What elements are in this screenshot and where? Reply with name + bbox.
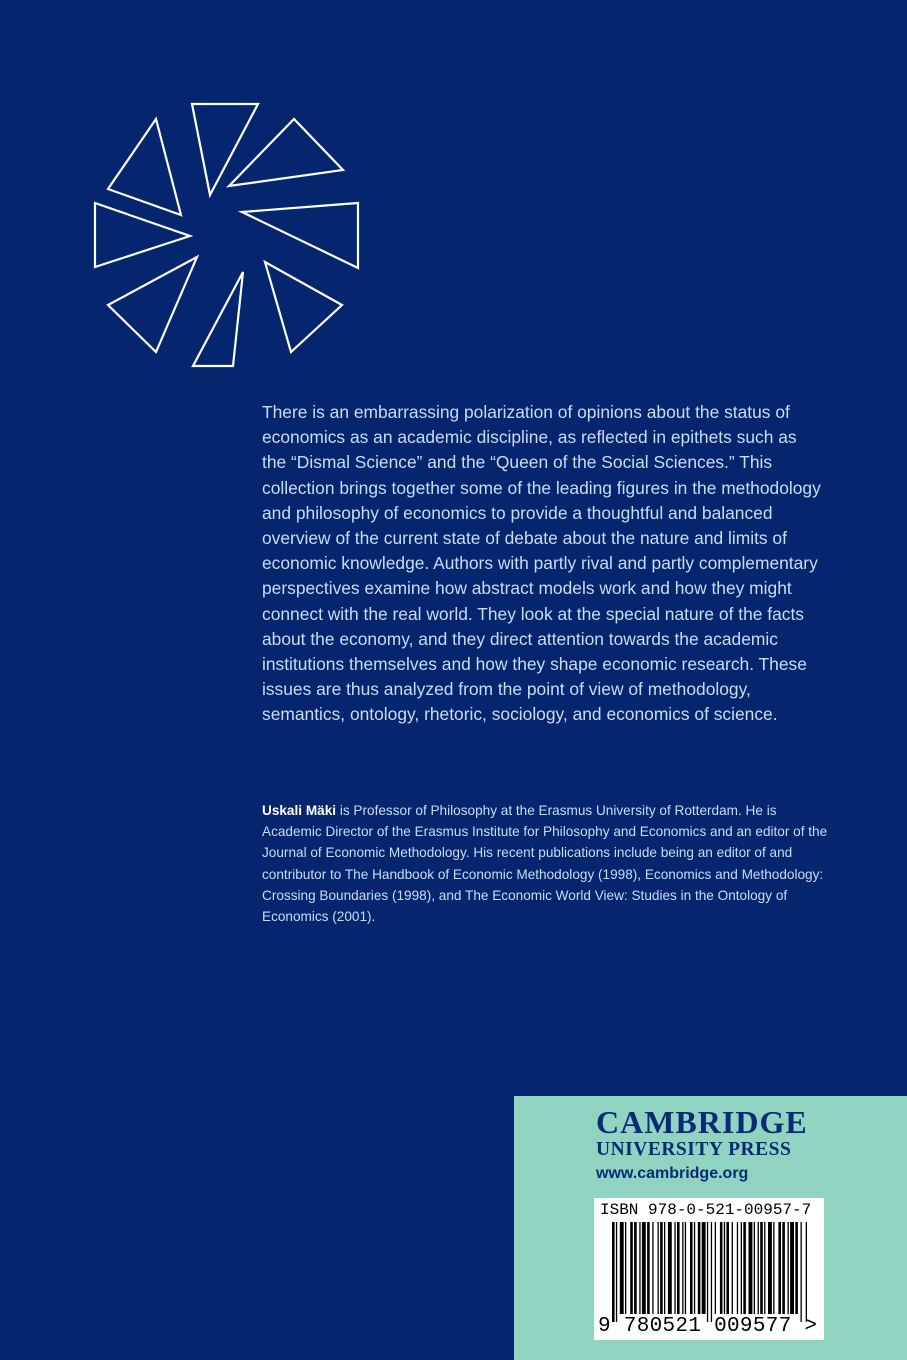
publisher-url: www.cambridge.org — [596, 1165, 749, 1182]
publisher-subname: UNIVERSITY PRESS — [596, 1139, 792, 1160]
book-description: There is an embarrassing polarization of opinions about the status of economics as an academic discipline, as reflected in epithets such as the “Dismal Science” and the “Queen of the Social Sciences.” This collection brings together some of the leading figures in the methodology and philosophy of economics to provide a thoughtful and balanced overview of the current state of debate about the nature and limits of economic knowledge. Authors with partly rival and partly complementary perspectives examine how abstract models work and how they might connect with the real world. They look at the special nature of the facts about the economy, and they direct attention towards the academic institutions themselves and how they shape economic research. These issues are thus analyzed from the point of view of methodology, semantics, ontology, rhetoric, sociology, and economics of science. — [262, 402, 821, 725]
publisher-panel — [514, 1096, 907, 1360]
author-bio — [262, 800, 837, 927]
pinwheel-logo-icon — [88, 98, 364, 374]
author-name: Uskali Mäki — [262, 803, 337, 818]
publisher-name: CAMBRIDGE — [596, 1104, 808, 1140]
author-bio-text: is Professor of Philosophy at the Erasmus University of Rotterdam. He is Academic Director of the Erasmus Institute for Philosophy and Economics and an editor of the Journal of Economic Methodology. His recent publications include being an editor of and contributor to The Handbook of Economic Methodology (1998), Economics and Methodology: Crossing Boundaries (1998), and The Economic World View: Studies in the Ontology of Economics (2001). — [262, 803, 828, 925]
barcode-box — [594, 1198, 824, 1340]
barcode-digits: 9 780521 009577 > — [598, 1315, 818, 1338]
isbn-label: ISBN 978-0-521-00957-7 — [600, 1201, 812, 1219]
